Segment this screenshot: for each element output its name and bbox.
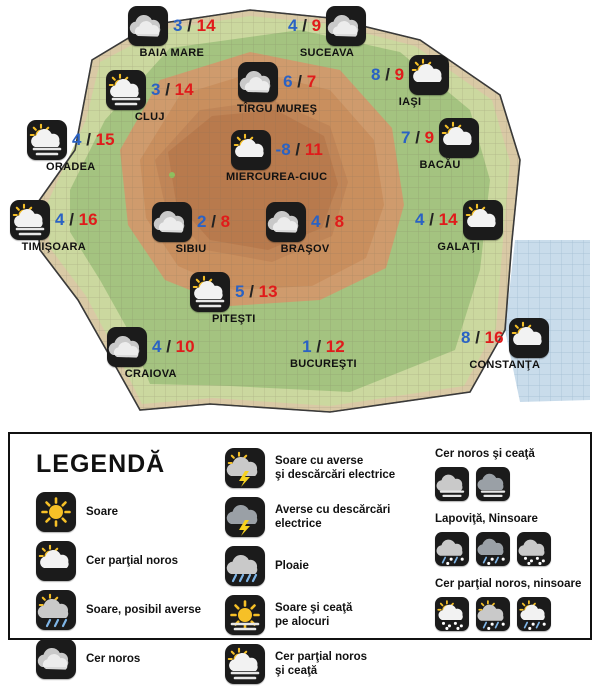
city-name: TÎRGU MUREŞ <box>237 103 318 115</box>
temp-min: 4 <box>311 212 321 231</box>
temp-max: 8 <box>220 212 231 231</box>
temp-separator: / <box>290 140 305 159</box>
legend-panel <box>8 432 592 677</box>
temp-separator: / <box>470 328 485 347</box>
temp-max: 15 <box>95 130 115 149</box>
averse-electrice-icon <box>225 497 265 537</box>
temp-max: 13 <box>258 282 278 301</box>
city-name: IAŞI <box>398 96 422 108</box>
city-temperatures <box>461 328 504 348</box>
city-temperatures <box>283 72 316 92</box>
city-name: CONSTANŢA <box>469 359 541 371</box>
city-row <box>190 272 278 312</box>
legend-column-3 <box>435 448 590 643</box>
temp-separator: / <box>311 337 326 356</box>
temp-separator: / <box>161 337 176 356</box>
city-row <box>302 337 345 357</box>
temp-max: 10 <box>175 337 195 356</box>
city-row <box>106 70 194 110</box>
city-name: CLUJ <box>134 111 165 123</box>
city-pite-ti <box>190 272 278 325</box>
temp-min: 1 <box>302 337 312 356</box>
city-temperatures <box>72 130 115 150</box>
soare-averse-electrice-icon <box>225 448 265 488</box>
temp-max: 16 <box>484 328 504 347</box>
cer-noros-icon <box>152 202 192 242</box>
legend-item-label: Cer parţial noros şi ceaţă <box>275 650 368 677</box>
cer-partial-noros-ceata-icon <box>225 644 265 684</box>
legend-group-icons <box>435 532 590 566</box>
city-name: MIERCUREA-CIUC <box>226 171 328 183</box>
partial-ninsoare-1-icon <box>435 597 469 631</box>
city-row <box>10 200 98 240</box>
cer-partial-noros-ceata-icon <box>190 272 230 312</box>
city-baia-mare <box>128 6 216 59</box>
legend-item <box>225 595 425 635</box>
city-bac-u <box>401 118 479 171</box>
cer-noros-icon <box>128 6 168 46</box>
cer-noros-ceata-2-icon <box>476 467 510 501</box>
city-temperatures <box>415 210 458 230</box>
city-row <box>288 6 366 46</box>
cer-noros-icon <box>266 202 306 242</box>
legend-item <box>36 541 221 581</box>
city-row <box>152 202 230 242</box>
legend-item-label: Averse cu descărcări electrice <box>275 503 391 530</box>
temp-separator: / <box>206 212 221 231</box>
city-sibiu <box>152 202 230 255</box>
cer-noros-ceata-1-icon <box>435 467 469 501</box>
city-oradea <box>27 120 115 173</box>
city-row <box>266 202 344 242</box>
city-temperatures <box>173 16 216 36</box>
city-t-rgu-mure- <box>237 62 317 115</box>
city-temperatures <box>235 282 278 302</box>
city-suceava <box>288 6 366 59</box>
soare-icon <box>36 492 76 532</box>
cer-partial-noros-ceata-icon <box>10 200 50 240</box>
cer-partial-noros-icon <box>409 55 449 95</box>
temp-min: 8 <box>461 328 471 347</box>
city-timi-oara <box>10 200 98 253</box>
legend-title: LEGENDĂ <box>36 450 166 478</box>
city-temperatures <box>152 337 195 357</box>
legend-item-label: Soare cu averse şi descărcări electrice <box>275 454 396 481</box>
city-temperatures <box>55 210 98 230</box>
city-bucure-ti <box>290 337 357 370</box>
cer-partial-noros-icon <box>509 318 549 358</box>
city-row <box>238 62 316 102</box>
city-temperatures <box>151 80 194 100</box>
temp-separator: / <box>182 16 197 35</box>
legend-group-heading: Cer parţial noros, ninsoare <box>435 578 582 590</box>
city-temperatures <box>197 212 230 232</box>
cer-partial-noros-ceata-icon <box>106 70 146 110</box>
cer-noros-icon <box>107 327 147 367</box>
temp-min: 4 <box>55 210 65 229</box>
city-temperatures <box>311 212 344 232</box>
cer-partial-noros-icon <box>231 130 271 170</box>
cer-partial-noros-icon <box>439 118 479 158</box>
city-row <box>371 55 449 95</box>
temp-separator: / <box>81 130 96 149</box>
temp-max: 16 <box>78 210 98 229</box>
ninsoare-icon <box>517 532 551 566</box>
legend-column-1 <box>36 492 221 688</box>
partial-ninsoare-3-icon <box>517 597 551 631</box>
city-row <box>231 130 323 170</box>
city-name: SUCEAVA <box>299 47 355 59</box>
city-name: BACĂU <box>419 159 461 171</box>
city-name: BRAŞOV <box>280 243 330 255</box>
partial-ninsoare-2-icon <box>476 597 510 631</box>
city-name: CRAIOVA <box>124 368 177 380</box>
city-temperatures <box>276 140 323 160</box>
legend-group-heading: Cer noros şi ceaţă <box>435 448 535 460</box>
cer-noros-icon <box>326 6 366 46</box>
legend-group-heading: Lapoviţă, Ninsoare <box>435 513 538 525</box>
city-row <box>107 327 195 367</box>
lapovita-2-icon <box>476 532 510 566</box>
city-miercurea-ciuc <box>226 130 327 183</box>
city-gala-i <box>415 200 503 253</box>
temp-max: 11 <box>304 140 323 159</box>
legend-item-label: Cer parţial noros <box>86 554 179 567</box>
legend-item-label: Soare şi ceaţă pe alocuri <box>275 601 353 628</box>
legend-item <box>36 492 221 532</box>
city-name: BAIA MARE <box>139 47 205 59</box>
legend-item <box>36 590 221 630</box>
cer-partial-noros-ceata-icon <box>27 120 67 160</box>
temp-min: 6 <box>283 72 293 91</box>
legend-column-2 <box>225 448 425 693</box>
city-row <box>415 200 503 240</box>
legend-group-icons <box>435 467 590 501</box>
city-constan-a <box>461 318 549 371</box>
temp-min: 4 <box>72 130 82 149</box>
legend-item <box>225 644 425 684</box>
temp-separator: / <box>160 80 175 99</box>
temp-min: 4 <box>288 16 298 35</box>
city-row <box>461 318 549 358</box>
city-temperatures <box>302 337 345 357</box>
city-temperatures <box>371 65 404 85</box>
city-temperatures <box>401 128 434 148</box>
lapovita-1-icon <box>435 532 469 566</box>
temp-max: 9 <box>394 65 405 84</box>
temp-max: 8 <box>334 212 345 231</box>
city-cluj <box>106 70 194 123</box>
temp-max: 12 <box>325 337 345 356</box>
temp-max: 14 <box>438 210 458 229</box>
temp-separator: / <box>380 65 395 84</box>
temp-separator: / <box>244 282 259 301</box>
temp-min: -8 <box>275 140 291 159</box>
city-name: ORADEA <box>46 161 96 173</box>
temp-min: 3 <box>151 80 161 99</box>
legend-item-label: Soare, posibil averse <box>86 603 202 616</box>
temp-min: 2 <box>197 212 207 231</box>
temp-min: 7 <box>401 128 411 147</box>
city-name: SIBIU <box>175 243 207 255</box>
city-row <box>401 118 479 158</box>
legend-item-label: Cer noros <box>86 652 141 665</box>
city-name: BUCUREŞTI <box>290 358 357 370</box>
temp-max: 9 <box>424 128 435 147</box>
cer-partial-noros-icon <box>36 541 76 581</box>
temp-max: 14 <box>196 16 216 35</box>
city-row <box>128 6 216 46</box>
temp-min: 8 <box>371 65 381 84</box>
temp-separator: / <box>320 212 335 231</box>
legend-item <box>225 546 425 586</box>
city-temperatures <box>288 16 321 36</box>
legend-group-icons <box>435 597 590 631</box>
cer-noros-icon <box>238 62 278 102</box>
temp-separator: / <box>292 72 307 91</box>
cer-noros-icon <box>36 639 76 679</box>
temp-separator: / <box>297 16 312 35</box>
city-bra-ov <box>266 202 344 255</box>
legend-item <box>225 448 425 488</box>
temp-max: 14 <box>174 80 194 99</box>
soare-posibil-averse-icon <box>36 590 76 630</box>
city-name: PITEŞTI <box>211 313 256 325</box>
temp-max: 9 <box>311 16 322 35</box>
ploaie-icon <box>225 546 265 586</box>
temp-separator: / <box>410 128 425 147</box>
temp-max: 7 <box>306 72 317 91</box>
temp-separator: / <box>64 210 79 229</box>
city-row <box>27 120 115 160</box>
legend-item-label: Ploaie <box>275 559 309 572</box>
city-name: GALAŢI <box>437 241 481 253</box>
city-name: TIMIŞOARA <box>21 241 86 253</box>
legend-item <box>225 497 425 537</box>
soare-ceata-icon <box>225 595 265 635</box>
temp-min: 4 <box>415 210 425 229</box>
temp-separator: / <box>424 210 439 229</box>
city-craiova <box>107 327 195 380</box>
temp-min: 3 <box>173 16 183 35</box>
legend-item <box>36 639 221 679</box>
cer-partial-noros-icon <box>463 200 503 240</box>
temp-min: 5 <box>235 282 245 301</box>
city-ia-i <box>371 55 449 108</box>
legend-item-label: Soare <box>86 505 118 518</box>
temp-min: 4 <box>152 337 162 356</box>
